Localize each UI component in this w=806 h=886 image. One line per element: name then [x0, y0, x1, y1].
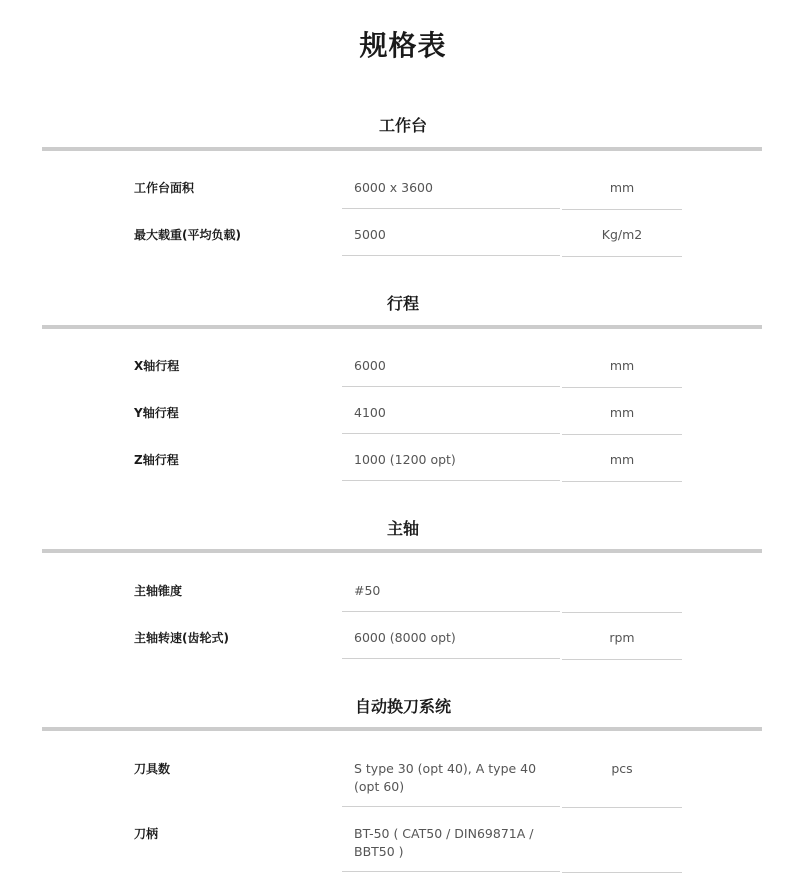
spec-unit: mm: [562, 357, 682, 388]
section-title: 行程: [386, 294, 419, 313]
spec-label: 刀具数: [134, 762, 171, 776]
spec-label: Y轴行程: [134, 406, 179, 420]
section-travel: [0, 293, 806, 315]
spec-unit: Kg/m2: [562, 226, 682, 257]
spec-value: 6000: [342, 357, 560, 387]
spec-label: 主轴锥度: [134, 584, 183, 598]
spec-value: 4100: [342, 404, 560, 434]
spec-value: 6000 x 3600: [342, 179, 560, 209]
spec-unit: pcs: [562, 760, 682, 808]
section-spindle: [0, 518, 806, 540]
spec-label: 工作台面积: [134, 181, 195, 195]
spec-value: BT-50 ( CAT50 / DIN69871A / BBT50 ): [342, 825, 560, 872]
section-title: 主轴: [386, 519, 419, 538]
section-worktable: [0, 115, 806, 137]
section-atc: [0, 696, 806, 718]
spec-value: 1000 (1200 opt): [342, 451, 560, 481]
spec-unit: mm: [562, 179, 682, 210]
spec-unit: mm: [562, 404, 682, 435]
section-divider: [42, 325, 762, 329]
section-divider: [42, 549, 762, 553]
section-title: 自动换刀系统: [354, 697, 451, 716]
spec-label: 最大载重(平均负载): [134, 228, 241, 242]
spec-unit: mm: [562, 451, 682, 482]
spec-label: X轴行程: [134, 359, 180, 373]
spec-unit: rpm: [562, 629, 682, 660]
section-divider: [42, 727, 762, 731]
spec-value: 6000 (8000 opt): [342, 629, 560, 659]
section-title: 工作台: [378, 116, 427, 135]
spec-value: S type 30 (opt 40), A type 40 (opt 60): [342, 760, 560, 807]
spec-unit: [562, 825, 682, 873]
spec-label: Z轴行程: [134, 453, 179, 467]
spec-unit: [562, 582, 682, 613]
section-divider: [42, 147, 762, 151]
spec-label: 主轴转速(齿轮式): [134, 631, 229, 645]
page-title: 规格表: [359, 29, 447, 62]
spec-label: 刀柄: [134, 827, 159, 841]
spec-value: 5000: [342, 226, 560, 256]
spec-value: #50: [342, 582, 560, 612]
